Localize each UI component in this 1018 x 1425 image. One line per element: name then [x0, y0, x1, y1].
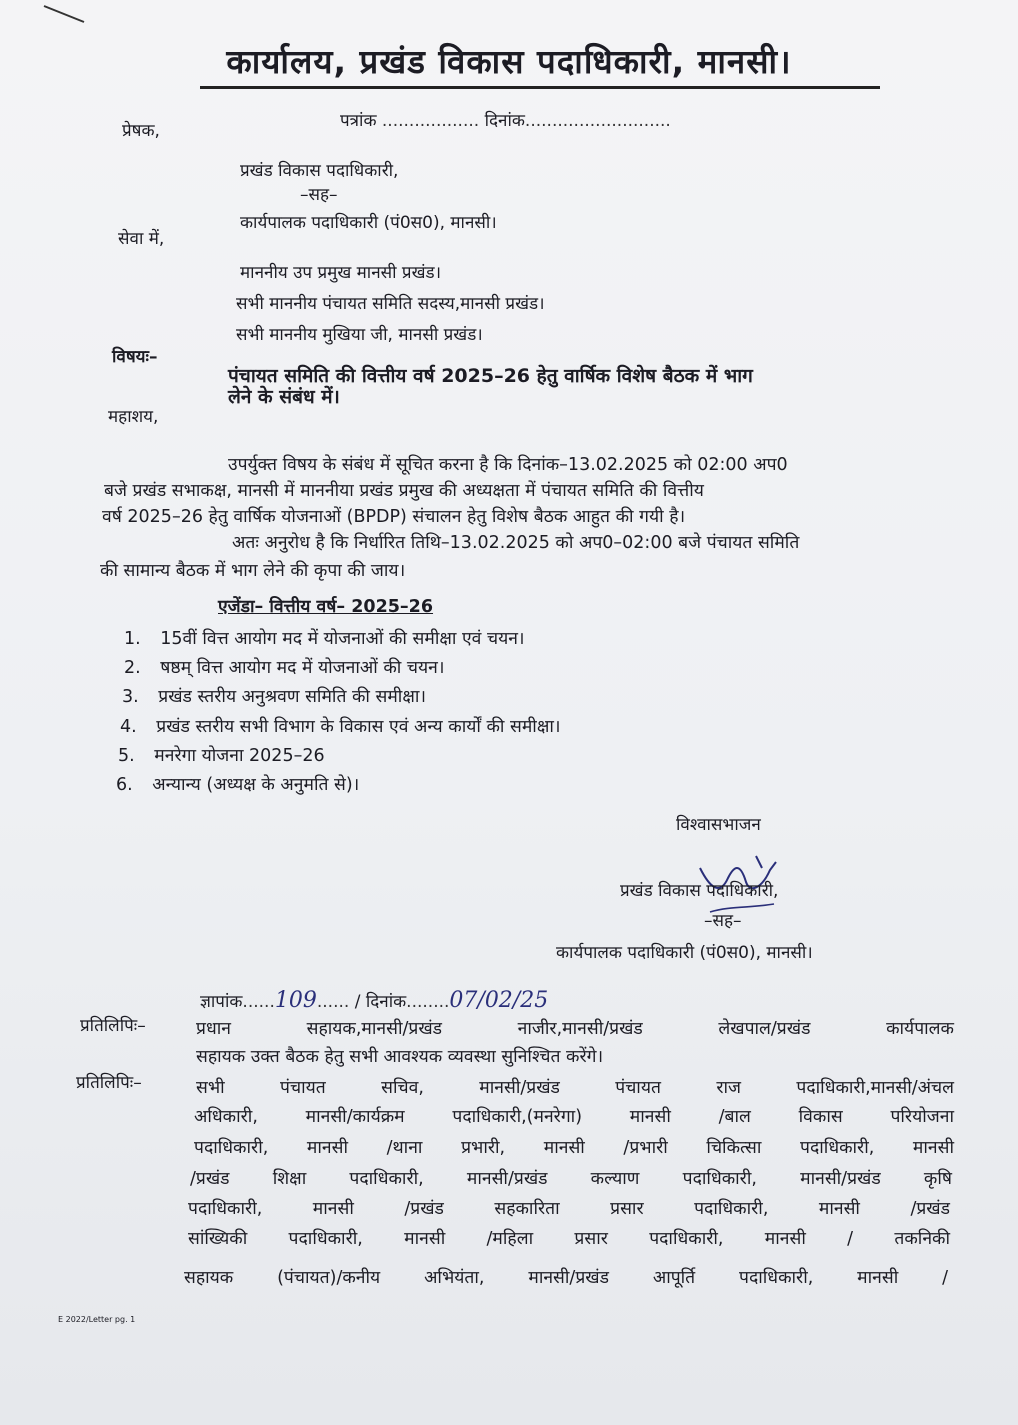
agenda-item [120, 714, 561, 740]
title-underline [200, 86, 880, 89]
copy-2-line-2: अधिकारी, मानसी/कार्यक्रम पदाधिकारी,(मनरेगा) मानसी /बाल विकास परियोजना [194, 1107, 954, 1127]
copy-2-line-5: पदाधिकारी, मानसी /प्रखंड सहकारिता प्रसार पदाधिकारी, मानसी /प्रखंड [188, 1199, 950, 1219]
gyapank-dots-b: ...... [316, 992, 350, 1012]
recipient-label: सेवा में, [118, 229, 165, 249]
agenda-heading: एजेंडा– वित्तीय वर्ष– 2025–26 [218, 597, 434, 617]
agenda-item-text: मनरेगा योजना 2025–26 [154, 746, 325, 766]
footer-code: E 2022/Letter pg. 1 [58, 1315, 136, 1324]
dinank-label: दिनांक [484, 111, 525, 131]
dinank-dots: ........................... [524, 111, 671, 131]
agenda-item [118, 743, 325, 769]
recipient-line-1: माननीय उप प्रमुख मानसी प्रखंड। [240, 263, 442, 283]
closing: विश्वासभाजन [676, 815, 761, 835]
copy-2-label: प्रतिलिपिः– [76, 1073, 142, 1093]
patrank-label: पत्रांक [340, 111, 377, 131]
agenda-item-num: 2. [124, 658, 141, 678]
sender-line-1: प्रखंड विकास पदाधिकारी, [240, 161, 399, 181]
agenda-item-num: 3. [122, 687, 139, 707]
signature-line-3: कार्यपालक पदाधिकारी (पं0स0), मानसी। [556, 943, 813, 963]
agenda-item-num: 6. [116, 775, 133, 795]
subject-label: विषयः– [112, 347, 158, 367]
agenda-item-text: प्रखंड स्तरीय सभी विभाग के विकास एवं अन्य कार्यों की समीक्षा। [156, 717, 561, 737]
memo-dinank-label: / दिनांक [354, 992, 407, 1012]
salutation: महाशय, [108, 407, 159, 427]
gyapank-value: 109 [274, 988, 317, 1013]
agenda-item-text: प्रखंड स्तरीय अनुश्रवण समिति की समीक्षा। [158, 687, 427, 707]
copy-2-line-7: सहायक (पंचायत)/कनीय अभियंता, मानसी/प्रखंड आपूर्ति पदाधिकारी, मानसी / [184, 1268, 948, 1288]
memo-dinank-dots: ........ [406, 992, 450, 1012]
copy-2-line-6: सांख्यिकी पदाधिकारी, मानसी /महिला प्रसार पदाधिकारी, मानसी / तकनिकी [188, 1229, 950, 1249]
patrank-dots: .................. [381, 111, 480, 131]
agenda-item-num: 1. [124, 629, 141, 649]
memo-dinank-value: 07/02/25 [449, 988, 549, 1013]
subject-line-1: पंचायत समिति की वित्तीय वर्ष 2025–26 हेतु वार्षिक विशेष बैठक में भाग [228, 365, 753, 387]
copy-2-line-1: सभी पंचायत सचिव, मानसी/प्रखंड पंचायत राज पदाधिकारी,मानसी/अंचल [196, 1078, 954, 1098]
memo-line [200, 990, 548, 1013]
copy-1-label: प्रतिलिपिः– [80, 1016, 146, 1036]
sender-line-3: कार्यपालक पदाधिकारी (पं0स0), मानसी। [240, 213, 497, 233]
agenda-item-text: षष्ठम् वित्त आयोग मद में योजनाओं की चयन। [160, 658, 445, 678]
subject-line-2: लेने के संबंध में। [228, 386, 340, 408]
copy-2-line-4: /प्रखंड शिक्षा पदाधिकारी, मानसी/प्रखंड कल्याण पदाधिकारी, मानसी/प्रखंड कृषि [190, 1169, 952, 1189]
sender-line-2: –सह– [300, 185, 338, 205]
agenda-item [124, 626, 525, 652]
agenda-item-num: 5. [118, 746, 135, 766]
body-p1-line-3: वर्ष 2025–26 हेतु वार्षिक योजनाओं (BPDP) संचालन हेतु विशेष बैठक आहुत की गयी है। [102, 507, 686, 527]
agenda-item [122, 684, 426, 710]
body-p1-line-1: उपर्युक्त विषय के संबंध में सूचित करना है कि दिनांक–13.02.2025 को 02:00 अप0 [228, 455, 788, 475]
agenda-item [124, 655, 444, 681]
recipient-line-3: सभी माननीय मुखिया जी, मानसी प्रखंड। [236, 325, 483, 345]
agenda-item-text: 15वीं वित्त आयोग मद में योजनाओं की समीक्षा एवं चयन। [160, 629, 525, 649]
body-p2-line-1: अतः अनुरोध है कि निर्धारित तिथि–13.02.2025 को अप0–02:00 बजे पंचायत समिति [232, 533, 800, 553]
office-title: कार्यालय, प्रखंड विकास पदाधिकारी, मानसी। [226, 42, 792, 81]
corner-mark [40, 0, 90, 30]
gyapank-label: ज्ञापांक [200, 992, 243, 1012]
copy-1-line-1: प्रधान सहायक,मानसी/प्रखंड नाजीर,मानसी/प्रखंड लेखपाल/प्रखंड कार्यपालक [196, 1019, 954, 1039]
body-p1-line-2: बजे प्रखंड सभाकक्ष, मानसी में माननीया प्रखंड प्रमुख की अध्यक्षता में पंचायत समिति की वित्तीय [104, 481, 704, 501]
recipient-line-2: सभी माननीय पंचायत समिति सदस्य,मानसी प्रखंड। [236, 294, 545, 314]
sender-label: प्रेषक, [122, 121, 160, 141]
copy-2-line-3: पदाधिकारी, मानसी /थाना प्रभारी, मानसी /प्रभारी चिकित्सा पदाधिकारी, मानसी [194, 1138, 954, 1158]
gyapank-dots-a: ...... [242, 992, 275, 1012]
agenda-item-text: अन्यान्य (अध्यक्ष के अनुमति से)। [152, 775, 360, 795]
patrank-line [340, 110, 671, 132]
body-p2-line-2: की सामान्य बैठक में भाग लेने की कृपा की जाय। [100, 561, 406, 581]
agenda-item [116, 772, 359, 798]
signature-line-2: –सह– [704, 911, 742, 931]
copy-1-line-2: सहायक उक्त बैठक हेतु सभी आवश्यक व्यवस्था सुनिश्चित करेंगे। [196, 1047, 604, 1067]
signature-line-1: प्रखंड विकास पदाधिकारी, [620, 881, 779, 901]
agenda-item-num: 4. [120, 717, 137, 737]
